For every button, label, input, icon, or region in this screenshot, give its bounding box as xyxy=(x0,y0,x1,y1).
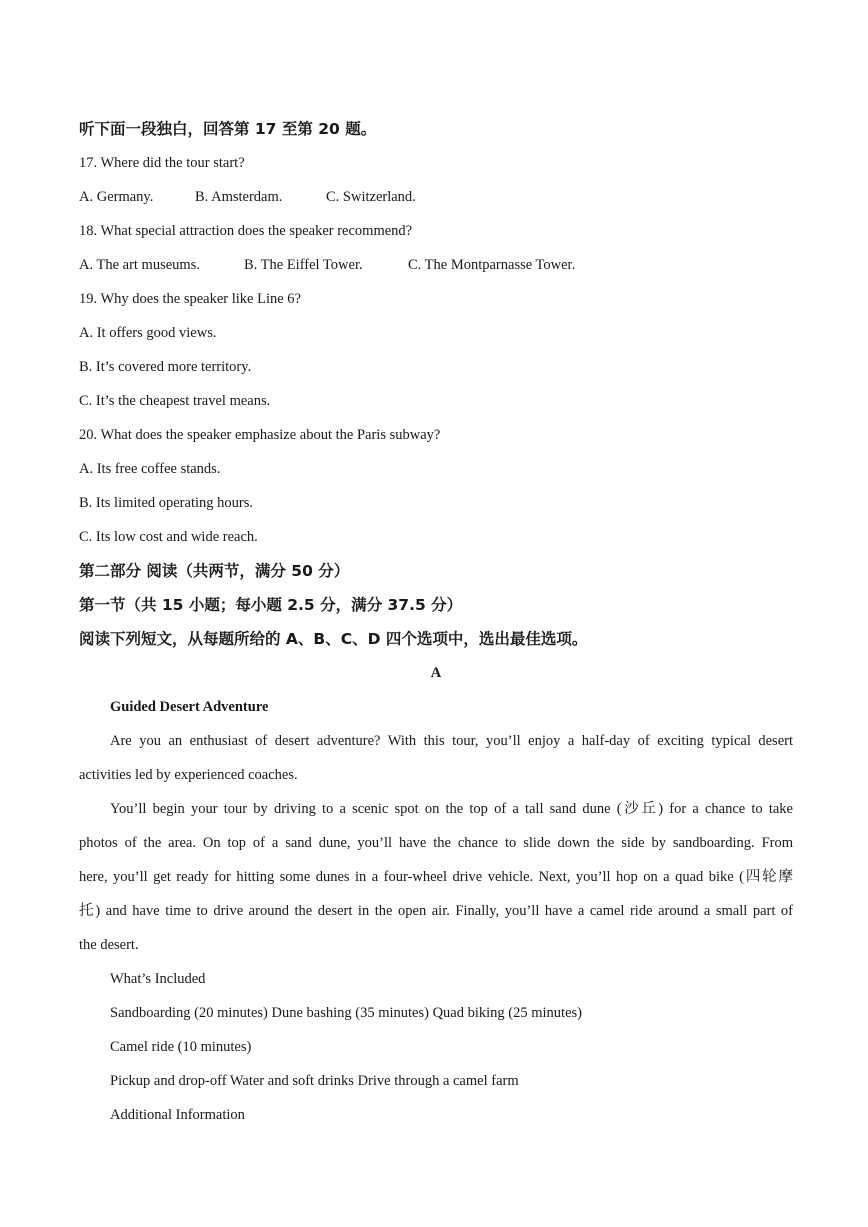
option-c: C. The Montparnasse Tower. xyxy=(408,257,576,273)
question-20: 20. What does the speaker emphasize about the Paris subway? xyxy=(79,427,441,443)
question-17: 17. Where did the tour start? xyxy=(79,155,245,171)
included-line-2: Camel ride (10 minutes) xyxy=(110,1039,252,1055)
option-b: B. Amsterdam. xyxy=(195,189,283,205)
paragraph-2-line-3: here, you’ll get ready for hitting some dunes in a four-wheel drive vehicle. Next, you’ll hop on a quad bike (四轮摩 xyxy=(79,869,793,885)
paragraph-2-line-4: 托) and have time to drive around the desert in the open air. Finally, you’ll have a camel ride around a small part of xyxy=(79,903,793,919)
question-18-options xyxy=(79,248,793,282)
question-17-options xyxy=(79,180,793,214)
question-19-option-c: C. It’s the cheapest travel means. xyxy=(79,393,271,409)
question-20-option-b: B. Its limited operating hours. xyxy=(79,495,253,511)
question-18: 18. What special attraction does the speaker recommend? xyxy=(79,223,413,239)
option-b: B. The Eiffel Tower. xyxy=(244,257,363,273)
reading-part-title: 第二部分 阅读（共两节，满分 50 分） xyxy=(79,562,350,580)
option-a: A. Germany. xyxy=(79,189,154,205)
included-line-3: Pickup and drop-off Water and soft drinks Drive through a camel farm xyxy=(110,1073,519,1089)
reading-instruction: 阅读下列短文，从每题所给的 A、B、C、D 四个选项中，选出最佳选项。 xyxy=(79,630,588,648)
paragraph-1-line-1: Are you an enthusiast of desert adventure? With this tour, you’ll enjoy a half-day of exciting typical desert xyxy=(110,733,793,749)
exam-page xyxy=(79,112,793,1132)
reading-section-title: 第一节（共 15 小题；每小题 2.5 分，满分 37.5 分） xyxy=(79,596,463,614)
question-20-option-c: C. Its low cost and wide reach. xyxy=(79,529,258,545)
question-19-option-a: A. It offers good views. xyxy=(79,325,217,341)
listening-instruction: 听下面一段独白，回答第 17 至第 20 题。 xyxy=(79,120,377,138)
option-a: A. The art museums. xyxy=(79,257,200,273)
question-19-option-b: B. It’s covered more territory. xyxy=(79,359,252,375)
included-heading: What’s Included xyxy=(110,971,206,987)
paragraph-2-line-2: photos of the area. On top of a sand dune, you’ll have the chance to slide down the side by sandboarding. From xyxy=(79,835,793,851)
additional-heading: Additional Information xyxy=(110,1107,245,1123)
passage-letter: A xyxy=(430,665,442,681)
passage-title: Guided Desert Adventure xyxy=(110,699,269,715)
paragraph-2-line-1: You’ll begin your tour by driving to a scenic spot on the top of a tall sand dune (沙丘) for a chance to take xyxy=(110,801,793,817)
paragraph-1-line-2: activities led by experienced coaches. xyxy=(79,767,298,783)
question-20-option-a: A. Its free coffee stands. xyxy=(79,461,221,477)
included-line-1: Sandboarding (20 minutes) Dune bashing (35 minutes) Quad biking (25 minutes) xyxy=(110,1005,582,1021)
question-19: 19. Why does the speaker like Line 6? xyxy=(79,291,301,307)
option-c: C. Switzerland. xyxy=(326,189,416,205)
paragraph-2-line-5: the desert. xyxy=(79,937,139,953)
